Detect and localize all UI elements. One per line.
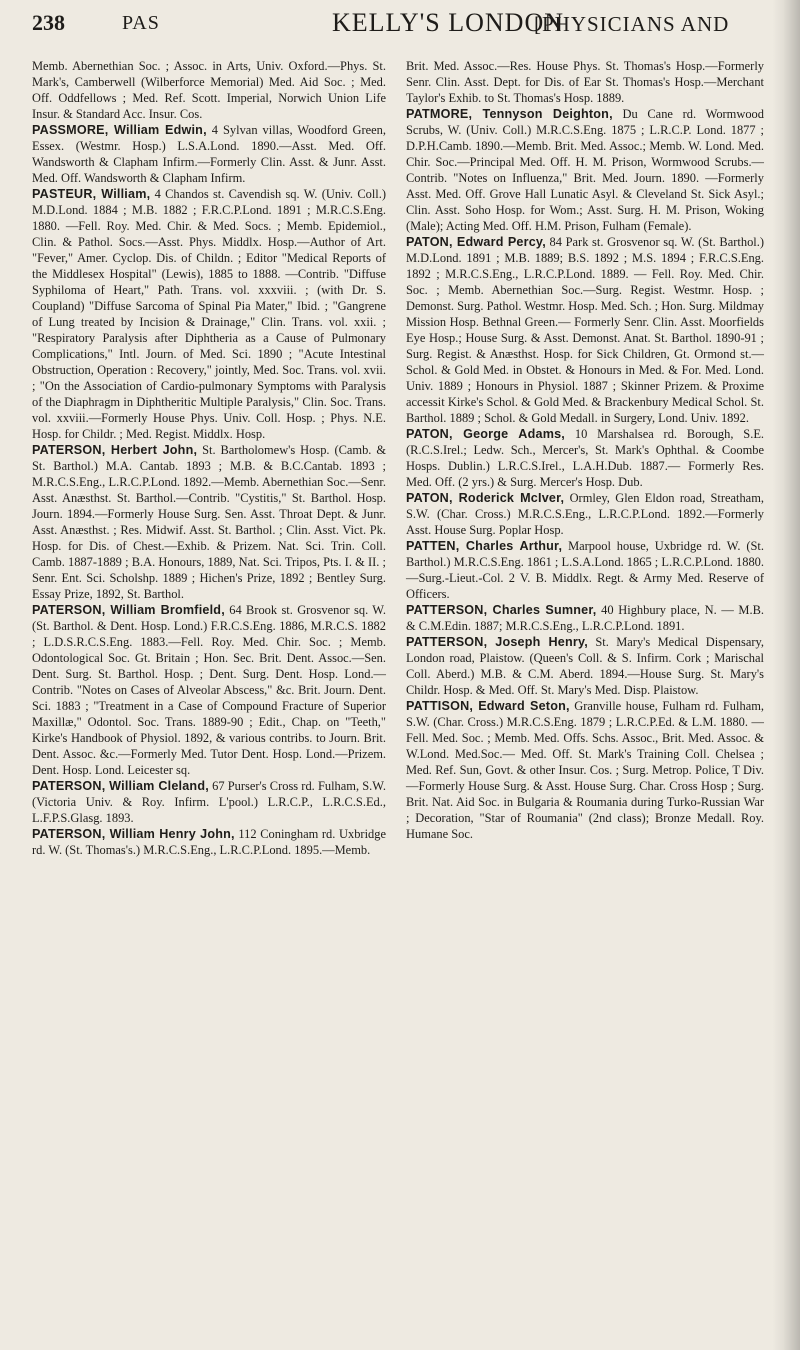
entry-text: Memb. Abernethian Soc. ; Assoc. in Arts, Univ. Oxford.—Phys. St. Mark's, Camberwell (Wilberforce Memorial) Med. Aid Soc. ; Med. Off. Oddfellows ; Med. Ref. Scott. Imperial, Norwich Union Life Insur. & Standard Acc. Insur. Cos. (32, 59, 386, 121)
directory-entry (32, 58, 386, 122)
running-head-title: KELLY'S LONDON (332, 8, 565, 37)
entry-text: 4 Sylvan villas, Woodford Green, Essex. (Westmr. Hosp.) L.S.A.Lond. 1890.—Asst. Med. Off. Wandsworth & Clapham Infirm.—Formerly Clin. Asst. & Junr. Asst. Med. Off. Wandsworth & Clapham Infirm. (32, 123, 386, 185)
directory-entry (406, 490, 764, 538)
directory-entry (406, 58, 764, 106)
directory-entry (32, 778, 386, 826)
entry-name: PATON, Roderick McIver, (406, 491, 565, 505)
directory-entry (406, 426, 764, 490)
page-header (32, 8, 772, 44)
page-number: 238 (32, 10, 65, 35)
directory-entry (406, 602, 764, 634)
entry-name: PASSMORE, William Edwin, (32, 123, 207, 137)
directory-entry (406, 698, 764, 842)
left-column (32, 58, 386, 858)
entry-name: PATTERSON, Charles Sumner, (406, 603, 597, 617)
directory-entry (406, 538, 764, 602)
entry-text: 84 Park st. Grosvenor sq. W. (St. Barthol.) M.D.Lond. 1891 ; M.B. 1889; B.S. 1892 ; M.S. 1894 ; F.R.C.S.Eng. 1892 ; M.R.C.S.Eng., L.R.C.P.Lond. 1889. — Fell. Roy. Med. Chir. Soc. ; Memb. Abernethian Soc.—Surg. Regist. Westmr. Hosp. ; Demonst. Surg. Pathol. Westmr. Hosp. Med. Sch. ; Hon. Surg. Mildmay Mission Hosp. Bethnal Green.— Formerly Senr. Clin. Asst. Moorfields Eye Hosp.; House Surg. & Asst. Demonst. Anat. St. Barthol. 1890-91 ; Surg. Regist. & Anæsthst. Hosp. for Sick Children, Gt. Ormond st.—Schol. & Gold Med. in Obstet. & Honours in Med. & For. Med. Lond. Univ. 1889 ; Honours in Physiol. 1887 ; Skinner Prizem. & Proxime accessit Kirke's Schol. & Gold Med. & Brackenbury Medical Schol. St. Barthol. 1889 ; Schol. & Gold Medall. in Surgery, Lond. Univ. 1892. (406, 235, 764, 425)
right-column (406, 58, 764, 842)
entry-name: PATMORE, Tennyson Deighton, (406, 107, 613, 121)
entry-text: Ormley, Glen Eldon road, Streatham, S.W. (Char. Cross.) M.R.C.S.Eng., L.R.C.P.Lond. 1892.—Formerly Asst. House Surg. Poplar Hosp. (406, 491, 764, 537)
page-edge-shadow (772, 0, 800, 1350)
running-head-left: PAS (122, 12, 160, 34)
entry-text: Brit. Med. Assoc.—Res. House Phys. St. Thomas's Hosp.—Formerly Senr. Clin. Asst. Dept. for Dis. of Ear St. Thomas's Hosp.—Merchant Taylor's Exhib. to St. Thomas's Hosp. 1889. (406, 59, 764, 105)
entry-text: St. Mary's Medical Dispensary, London road, Plaistow. (Queen's Coll. & S. Infirm. Cork ; Marischal Coll. Aberd.) M.B. & C.M. Aberd. 1894.—House Surg. St. Mary's Childr. Hosp. & Med. Off. St. Mary's Med. Disp. Plaistow. (406, 635, 764, 697)
entry-name: PATTERSON, Joseph Henry, (406, 635, 588, 649)
entry-name: PATON, George Adams, (406, 427, 566, 441)
entry-name: PATERSON, William Bromfield, (32, 603, 225, 617)
directory-entry (32, 602, 386, 778)
entry-text: 112 Coningham rd. Uxbridge rd. W. (St. Thomas's.) M.R.C.S.Eng., L.R.C.P.Lond. 1895.—Memb. (32, 827, 386, 857)
entry-name: PATERSON, William Cleland, (32, 779, 209, 793)
entry-text: Marpool house, Uxbridge rd. W. (St. Barthol.) M.R.C.S.Eng. 1861 ; L.S.A.Lond. 1865 ; L.R.C.P.Lond. 1880. —Surg.-Lieut.-Col. 2 V. B. Middlx. Regt. & Army Med. Reserve of Officers. (406, 539, 764, 601)
directory-entry (32, 826, 386, 858)
directory-entry (32, 186, 386, 442)
directory-entry (406, 634, 764, 698)
entry-text: 64 Brook st. Grosvenor sq. W. (St. Barthol. & Dent. Hosp. Lond.) F.R.C.S.Eng. 1886, M.R.C.S. 1882 ; L.D.S.R.C.S.Eng. 1883.—Fell. Roy. Med. Chir. Soc. ; Memb. Odontological Soc. Gt. Britain ; Hon. Sec. Brit. Dent. Assoc.—Sen. Dent. Surg. St. Barthol. Hosp. ; Dent. Surg. Dent. Hosp. Lond.—Contrib. "Notes on Cases of Alveolar Abscess," &c. Brit. Journ. Dent. Sci. 1883 ; "Treatment in a Case of Compound Fracture of Superior Maxillæ," Odontol. Soc. Trans. 1889-90 ; Edit., Chap. on "Teeth," Kirke's Handbook of Physiol. 1892, & various contribs. to Journ. Brit. Dent. Assoc. &c.—Formerly Med. Tutor Dent. Hosp. Lond.—Prizem. Dent. Hosp. Lond. Leicester sq. (32, 603, 387, 777)
entry-name: PATON, Edward Percy, (406, 235, 546, 249)
entry-name: PATERSON, William Henry John, (32, 827, 235, 841)
entry-name: PATTISON, Edward Seton, (406, 699, 570, 713)
entry-text: 67 Purser's Cross rd. Fulham, S.W. (Victoria Univ. & Roy. Infirm. L'pool.) L.R.C.P., L.R.C.S.Ed., L.F.P.S.Glasg. 1893. (32, 779, 386, 825)
entry-text: 10 Marshalsea rd. Borough, S.E. (R.C.S.Irel.; Ledw. Sch., Mercer's, St. Mark's Ophthal. & Coombe Hosps. Dublin.) L.R.C.S.Irel., L.A.H.Dub. 1887.— Formerly Res. Med. Off. (2 yrs.) & Surg. Mercer's Hosp. Dub. (406, 427, 765, 489)
directory-entry (32, 442, 386, 602)
entry-name: PASTEUR, William, (32, 187, 151, 201)
entry-text: 4 Chandos st. Cavendish sq. W. (Univ. Coll.) M.D.Lond. 1884 ; M.B. 1882 ; F.R.C.P.Lond. 1891 ; M.R.C.S.Eng. 1880. —Fell. Roy. Med. Chir. & Med. Socs. ; Memb. Epidemiol., Clin. & Pathol. Socs.—Asst. Phys. Middlx. Hosp.—Author of Art. "Fever," Amer. Cyclop. Dis. of Childn. ; Editor "Medical Reports of the Middlesex Hospital" (Lewis), 1885 to 1888. —Contrib. "Diffuse Syphiloma of Heart," Path. Trans. vol. xxxviii. ; (with Dr. S. Coupland) "Diffuse Sarcoma of Spinal Pia Mater," Ibid. ; "Gangrene of Lung treated by Incision & Drainage," Clin. Trans. vol. xxii. ; "Respiratory Paralysis after Diphtheria as a Cause of Pulmonary Complications," Intl. Journ. of Med. Sci. 1890 ; "Acute Intestinal Obstruction, Operation : Recovery," jointly, Med. Soc. Trans. vol. xvii. ; "On the Association of Cardio-pulmonary Symptoms with Paralysis of the Diaphragm in Diphtheritic Multiple Paralysis," Clin. Soc. Trans. vol. xxviii.—Formerly House Phys. Univ. Coll. Hosp. ; Phys. N.E. Hosp. for Childr. ; Med. Regist. Middlx. Hosp. (32, 187, 386, 441)
directory-entry (406, 106, 764, 234)
directory-entry (32, 122, 386, 186)
directory-entry (406, 234, 764, 426)
entry-text: 40 Highbury place, N. — M.B. & C.M.Edin. 1887; M.R.C.S.Eng., L.R.C.P.Lond. 1891. (406, 603, 765, 633)
entry-name: PATTEN, Charles Arthur, (406, 539, 563, 553)
entry-text: Du Cane rd. Wormwood Scrubs, W. (Univ. Coll.) M.R.C.S.Eng. 1875 ; L.R.C.P. Lond. 1877 ; D.P.H.Camb. 1890.—Memb. Brit. Med. Assoc.; Memb. W. Lond. Med. Chir. Soc.—Principal Med. Off. H. M. Prison, Wormwood Scrubs.—Contrib. "Notes on Influenza," Brit. Med. Journ. 1890. —Formerly Asst. Med. Off. Grove Hall Lunatic Asyl. & Cleveland St. Sick Asyl.; Clin. Asst. Soho Hosp. for Wom.; Asst. Surg. H. M. Prison, Woking (Male); Acting Med. Off. H.M. Prison, Fulham (Female). (406, 107, 764, 233)
running-head-right: [PHYSICIANS AND (534, 12, 730, 36)
entry-name: PATERSON, Herbert John, (32, 443, 198, 457)
entry-text: St. Bartholomew's Hosp. (Camb. & St. Barthol.) M.A. Cantab. 1893 ; M.B. & B.C.Cantab. 1893 ; M.R.C.S.Eng., L.R.C.P.Lond. 1892.—Memb. Abernethian Soc.—Senr. Asst. Anæsthst. St. Barthol.—Contrib. "Cystitis," St. Barthol. Hosp. Journ. 1894.—Formerly House Surg. Sen. Asst. Throat Dept. & Junr. Asst. Anæsthst. ; Res. Midwif. Asst. St. Barthol. ; Clin. Asst. Vict. Pk. Hosp. for Dis. of Chest.—Exhib. & Prizem. Nat. Sci. Trin. Coll. Camb. 1887-1889 ; B.A. Honours, 1889, Nat. Sci. Tripos, Pts. I. & II. ; Senr. Ent. Sci. Scholshp. 1889 ; Hichen's Prize, 1892 ; Bentley Surg. Essay Prize, 1892, St. Barthol. (32, 443, 386, 601)
entry-text: Granville house, Fulham rd. Fulham, S.W. (Char. Cross.) M.R.C.S.Eng. 1879 ; L.R.C.P.Ed. & L.M. 1880. —Fell. Med. Soc. ; Memb. Med. Offs. Schs. Assoc., Brit. Med. Assoc. & W.Lond. Med.Soc.— Med. Off. St. Mark's Training Coll. Chelsea ; Med. Ref. Sun, Govt. & other Insur. Cos. ; Surg. Metrop. Police, T Div.—Formerly House Surg. & Asst. House Surg. Char. Cross Hosp ; Surg. Brit. Nat. Aid Soc. in Bulgaria & Roumania during Turko-Russian War ; Decoration, "Star of Roumania" (2nd class); Bronze Medall. Roy. Humane Soc. (406, 699, 765, 841)
